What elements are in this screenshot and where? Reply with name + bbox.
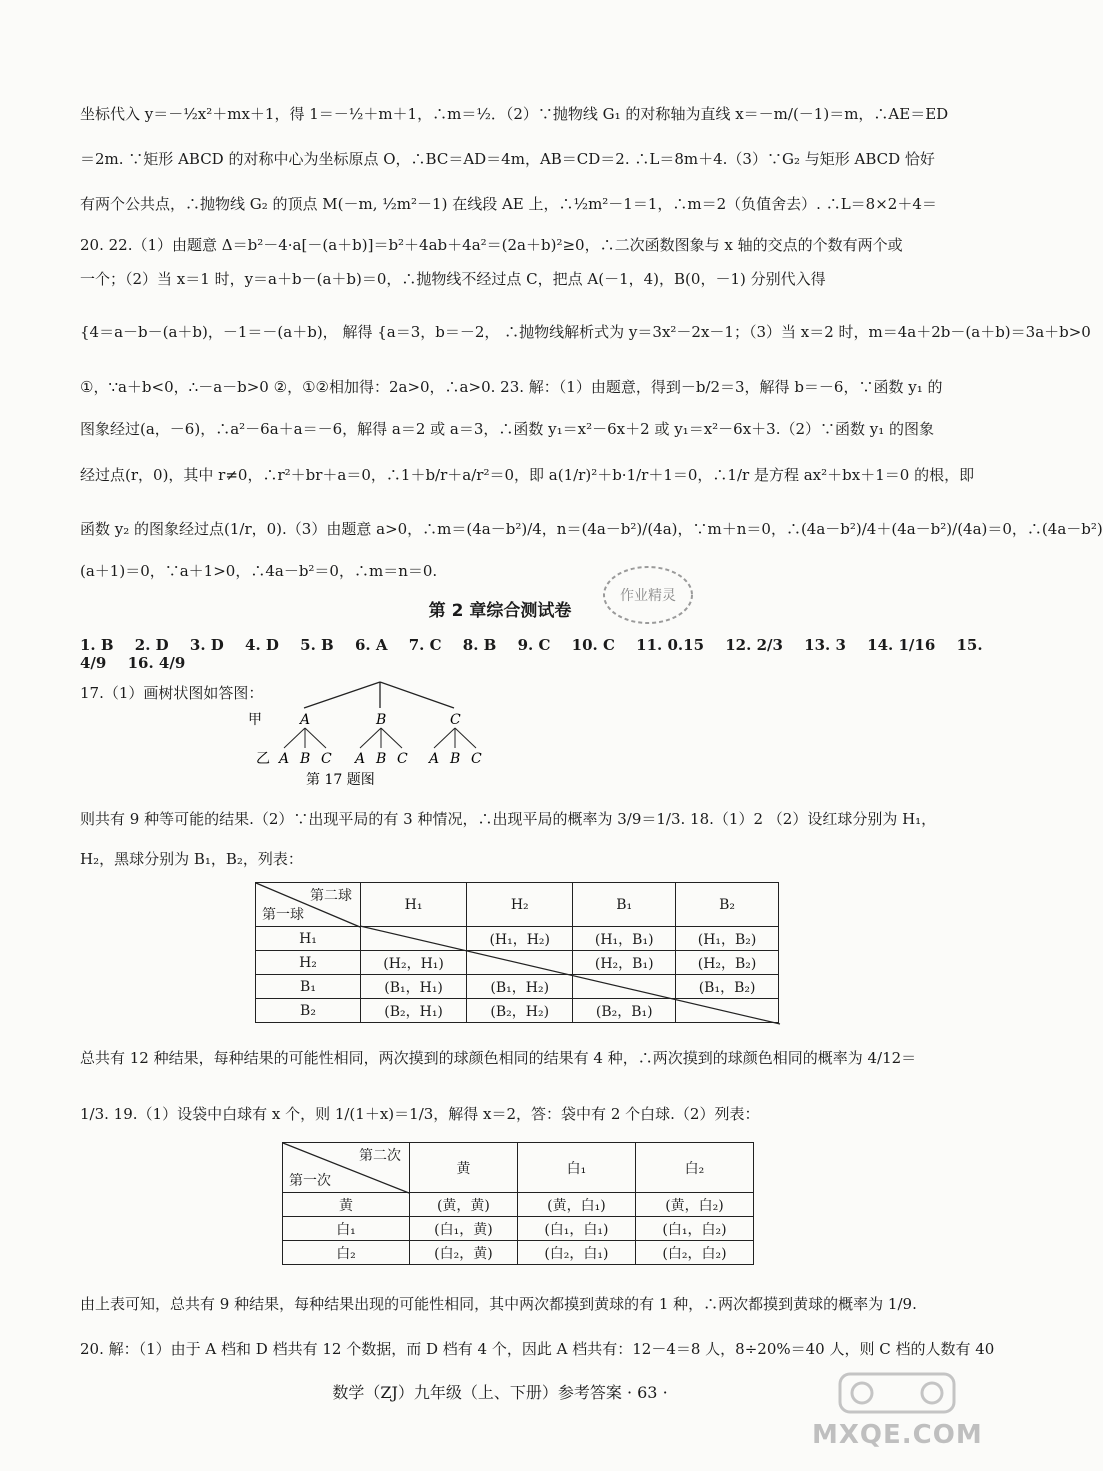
mc-answers (80, 636, 1000, 672)
table-cell: (白₂，白₁) (517, 1241, 635, 1265)
tree-leaf: A (279, 751, 290, 767)
corner-top-label: 第二次 (359, 1148, 401, 1164)
mc-answer: 1. B (80, 636, 114, 654)
text-line: 由上表可知，总共有 9 种结果，每种结果出现的可能性相同，其中两次都摸到黄球的有 1 种，∴两次都摸到黄球的概率为 1/9. (80, 1295, 917, 1313)
mc-answer: 8. B (462, 636, 497, 654)
table-row (283, 1193, 754, 1217)
text-line: 总共有 12 种结果，每种结果的可能性相同，两次摸到的球颜色相同的结果有 4 种，∴两次摸到的球颜色相同的概率为 4/12＝ (80, 1049, 917, 1067)
mc-answer: 3. D (189, 636, 224, 654)
table-cell: (白₁，白₂) (635, 1217, 753, 1241)
result-table-2 (282, 1142, 754, 1265)
mc-answer: 10. C (571, 636, 615, 654)
table-diagonal (360, 926, 780, 1024)
text-line: 有两个公共点，∴抛物线 G₂ 的顶点 M(－m, ½m²－1) 在线段 AE 上，∴½m²－1＝1，∴m＝2（负值舍去）. ∴L＝8×2＋4＝ (80, 195, 937, 213)
text-line: 函数 y₂ 的图象经过点(1/r，0).（3）由题意 a>0，∴m＝(4a－b²)/4，n＝(4a－b²)/(4a)，∵m＋n＝0，∴(4a－b²)/4＋(4a－b²)/(4a)＝0，∴(4a－b²) (80, 520, 1103, 538)
corner-top-label: 第二球 (310, 888, 352, 904)
mc-answer: 11. 0.15 (636, 636, 705, 654)
table-cell: (H₂，B₁) (573, 951, 676, 975)
tree-leaf: C (397, 751, 408, 767)
text-line: ①，∵a＋b<0，∴－a－b>0 ②，①②相加得：2a>0，∴a>0. 23. 解：（1）由题意，得到－b/2＝3，解得 b＝－6，∵函数 y₁ 的 (80, 378, 943, 396)
tree-leaf: C (471, 751, 482, 767)
text-line: (a＋1)＝0，∵a＋1>0，∴4a－b²＝0，∴m＝n＝0. (80, 562, 438, 580)
table-cell: (H₁，H₂) (467, 927, 573, 951)
stamp-text: 作业精灵 (620, 588, 676, 604)
table-cell: (H₂，H₁) (361, 951, 467, 975)
tree-leaf: B (450, 751, 461, 767)
table-col-header: H₁ (361, 883, 467, 927)
tree-label-jia: 甲 (248, 712, 262, 728)
table-cell: (H₂，B₂) (676, 951, 779, 975)
table-col-header: B₁ (573, 883, 676, 927)
table-cell: (B₁，H₁) (361, 975, 467, 999)
tree-diagram (248, 678, 508, 792)
tree-leaf: C (321, 751, 332, 767)
mc-answer: 4. D (245, 636, 279, 654)
table-col-header: 白₁ (517, 1143, 635, 1193)
table-cell: (B₂，H₁) (361, 999, 467, 1023)
table-corner-cell (256, 883, 361, 927)
table-cell: (B₁，H₂) (467, 975, 573, 999)
mc-answer: 12. 2/3 (725, 636, 783, 654)
tree-node: C (450, 712, 461, 728)
q17-intro: 17.（1）画树状图如答图： (80, 684, 264, 702)
watermark-logo-icon (838, 1370, 958, 1416)
table-cell: (H₁，B₁) (573, 927, 676, 951)
table-row-header: 黄 (283, 1193, 410, 1217)
text-line: 则共有 9 种等可能的结果.（2）∵出现平局的有 3 种情况，∴出现平局的概率为 3/9＝1/3. 18.（1）2 （2）设红球分别为 H₁， (80, 810, 937, 828)
table-cell: (黄，黄) (410, 1193, 518, 1217)
table-col-header: 黄 (410, 1143, 518, 1193)
tree-leaf: B (300, 751, 311, 767)
mc-answer: 13. 3 (804, 636, 846, 654)
table-row-header: 白₁ (283, 1217, 410, 1241)
table-row-header: B₂ (256, 999, 361, 1023)
table-cell: (白₁，黄) (410, 1217, 518, 1241)
tree-node: A (300, 712, 311, 728)
page-footer: 数学（ZJ）九年级（上、下册）参考答案 · 63 · (332, 1383, 668, 1402)
table-col-header: B₂ (676, 883, 779, 927)
mc-answer: 6. A (354, 636, 388, 654)
text-line: 坐标代入 y＝－½x²＋mx＋1，得 1＝－½＋m＋1，∴m＝½．（2）∵抛物线 G₁ 的对称轴为直线 x＝－m/(－1)＝m，∴AE＝ED (80, 105, 949, 123)
table-row-header: H₁ (256, 927, 361, 951)
table-row-header: H₂ (256, 951, 361, 975)
table-row-header: 白₂ (283, 1241, 410, 1265)
tree-leaf: A (355, 751, 366, 767)
table-col-header: 白₂ (635, 1143, 753, 1193)
table-row (283, 1241, 754, 1265)
table-cell: (黄，白₂) (635, 1193, 753, 1217)
text-line: 20. 解：（1）由于 A 档和 D 档共有 12 个数据，而 D 档有 4 个，因此 A 档共有：12－4＝8 人，8÷20%＝40 人，则 C 档的人数有 40 (80, 1340, 995, 1358)
text-line: H₂，黑球分别为 B₁，B₂，列表： (80, 850, 303, 868)
table-cell: (B₂，B₁) (573, 999, 676, 1023)
table-cell: (白₁，白₁) (517, 1217, 635, 1241)
text-line: 一个；（2）当 x＝1 时，y＝a＋b－(a＋b)＝0，∴抛物线不经过点 C，把点 A(－1，4)，B(0，－1) 分别代入得 (80, 270, 826, 288)
tree-leaf: A (429, 751, 440, 767)
table-col-header: H₂ (467, 883, 573, 927)
table-cell: (白₂，白₂) (635, 1241, 753, 1265)
text-line: 图象经过(a，－6)，∴a²－6a＋a＝－6，解得 a＝2 或 a＝3，∴函数 y₁＝x²－6x＋2 或 y₁＝x²－6x＋3.（2）∵函数 y₁ 的图象 (80, 420, 935, 438)
stamp-icon (598, 560, 698, 630)
table-cell: (B₂，H₂) (467, 999, 573, 1023)
table-row (283, 1217, 754, 1241)
corner-bottom-label: 第一次 (289, 1173, 331, 1189)
watermark: MXQE.COM (812, 1420, 983, 1450)
mc-answer: 14. 1/16 (867, 636, 936, 654)
tree-label-yi: 乙 (256, 751, 270, 767)
text-line: 20. 22.（1）由题意 Δ＝b²－4·a[－(a＋b)]＝b²＋4ab＋4a²＝(2a＋b)²≥0，∴二次函数图象与 x 轴的交点的个数有两个或 (80, 236, 903, 254)
text-line: {4＝a－b－(a＋b)，－1＝－(a＋b)， 解得 {a＝3，b＝－2， ∴抛物线解析式为 y＝3x²－2x－1；（3）当 x＝2 时，m＝4a＋2b－(a＋b)＝3a＋b>0 (80, 323, 1091, 341)
table-row-header: B₁ (256, 975, 361, 999)
corner-bottom-label: 第一球 (262, 907, 304, 923)
mc-answer: 16. 4/9 (127, 654, 186, 672)
mc-answer: 2. D (134, 636, 169, 654)
tree-node: B (376, 712, 387, 728)
mc-answer: 7. C (408, 636, 442, 654)
table-cell: (黄，白₁) (517, 1193, 635, 1217)
text-line: ＝2m. ∵矩形 ABCD 的对称中心为坐标原点 O，∴BC＝AD＝4m，AB＝CD＝2. ∴L＝8m＋4.（3）∵G₂ 与矩形 ABCD 恰好 (80, 150, 935, 168)
section-title: 第 2 章综合测试卷 (428, 601, 572, 621)
table-cell: (B₁，B₂) (676, 975, 779, 999)
mc-answer: 5. B (300, 636, 334, 654)
table-cell: (H₁，B₂) (676, 927, 779, 951)
tree-caption: 第 17 题图 (306, 772, 375, 788)
table-corner-cell (283, 1143, 410, 1193)
tree-leaf: B (376, 751, 387, 767)
table-cell: (白₂，黄) (410, 1241, 518, 1265)
text-line: 经过点(r，0)，其中 r≠0，∴r²＋br＋a＝0，∴1＋b/r＋a/r²＝0，即 a(1/r)²＋b·1/r＋1＝0，∴1/r 是方程 ax²＋bx＋1＝0 的根，即 (80, 466, 975, 484)
text-line: 1/3. 19.（1）设袋中白球有 x 个，则 1/(1＋x)＝1/3，解得 x＝2，答：袋中有 2 个白球.（2）列表： (80, 1105, 760, 1123)
mc-answer: 15. 4/9 (80, 636, 983, 672)
mc-answer: 9. C (517, 636, 551, 654)
